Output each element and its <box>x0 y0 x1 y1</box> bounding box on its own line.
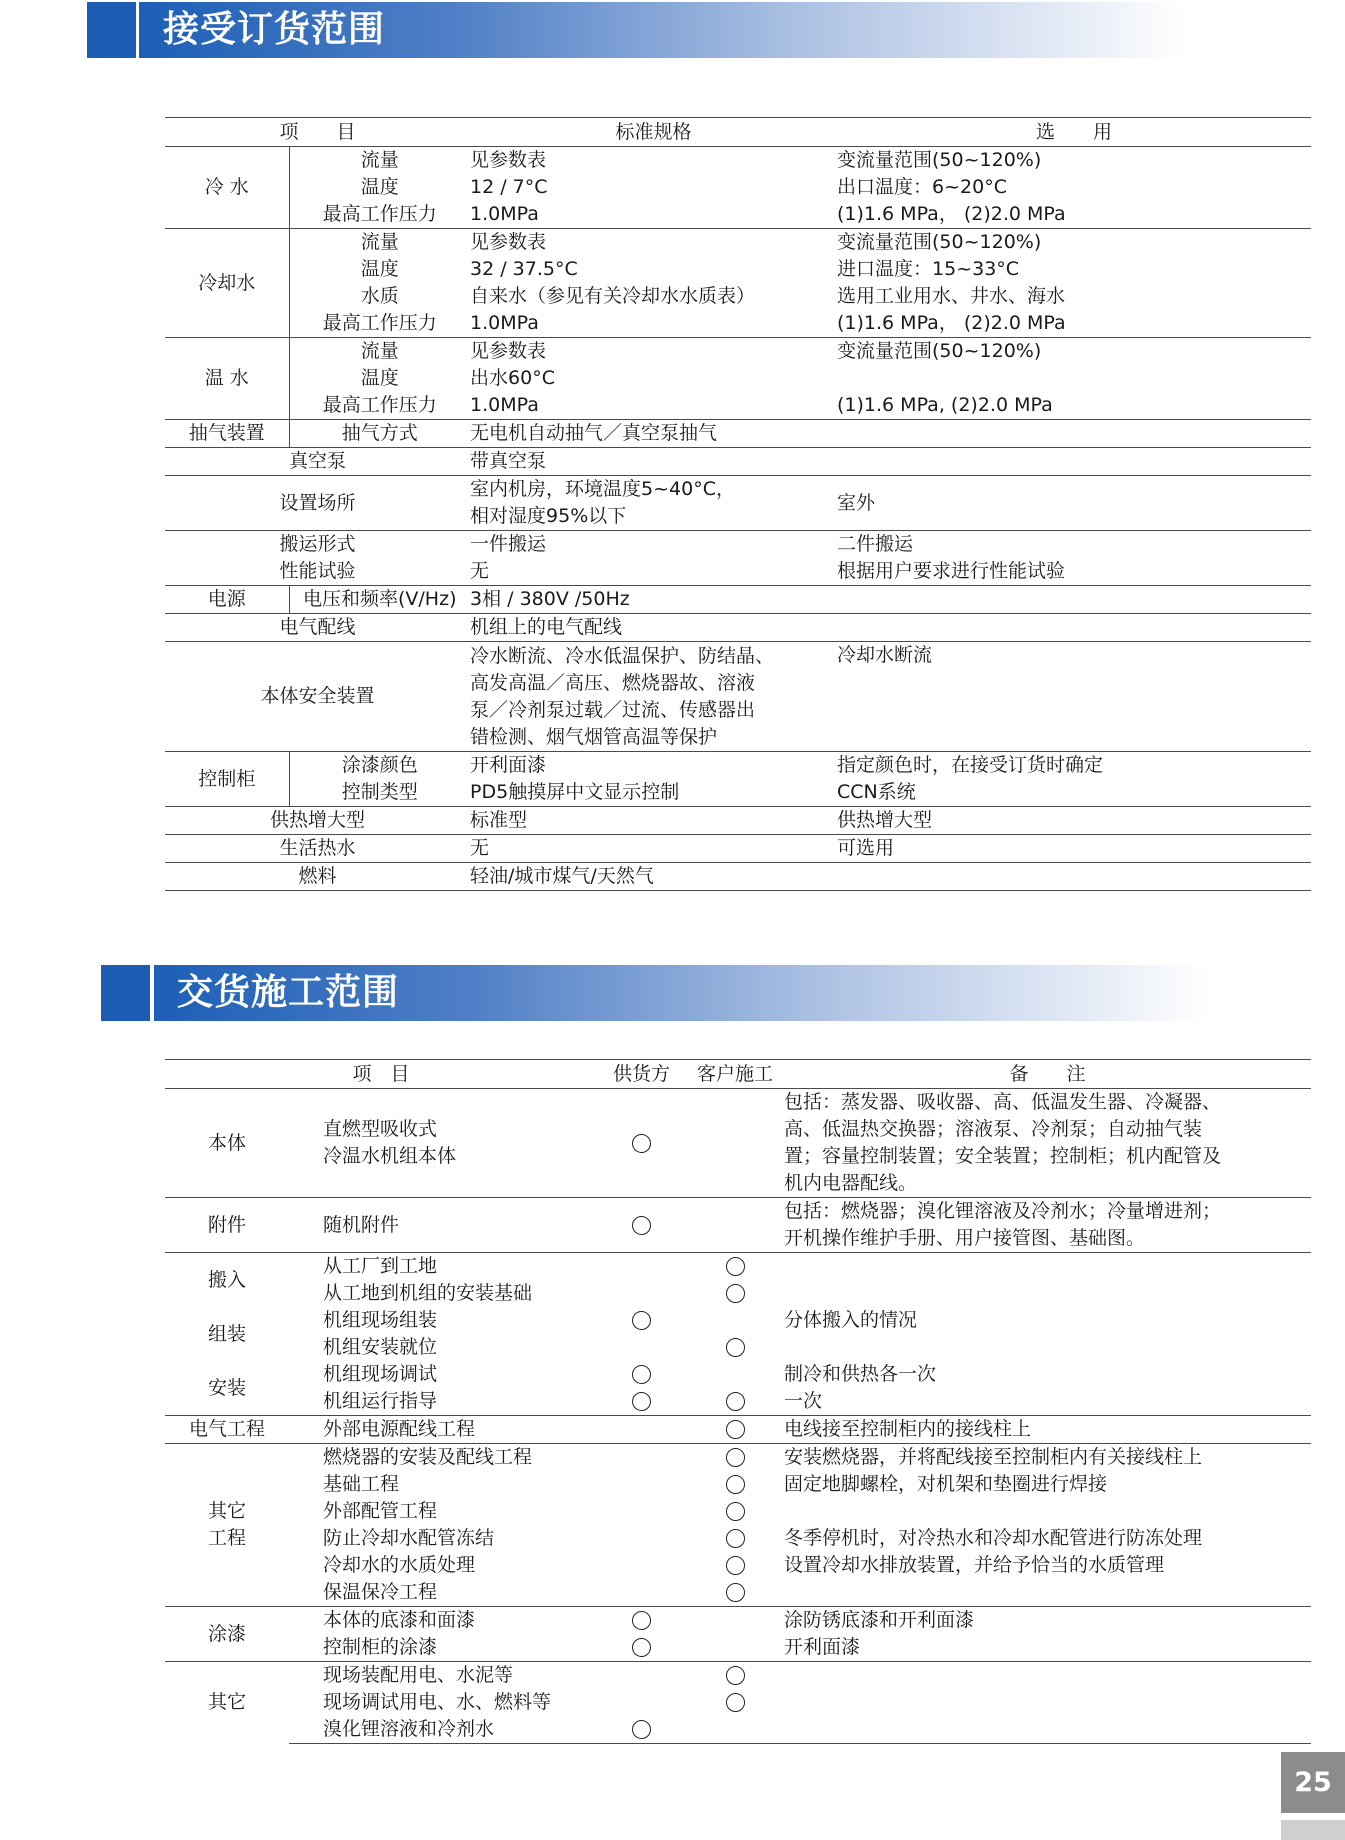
item-label: 电气配线 <box>165 614 470 642</box>
supplier-cell <box>597 1416 686 1444</box>
note-cell <box>784 1689 1311 1716</box>
table-row <box>165 448 1311 476</box>
customer-mark <box>726 1420 745 1439</box>
supplier-mark <box>632 1216 651 1235</box>
note-line: 开机操作维护手册、用户接管图、基础图。 <box>784 1227 1146 1249</box>
item-label: 燃料 <box>165 863 470 891</box>
standard-value: 无 <box>470 560 490 582</box>
item-label: 从工厂到工地 <box>289 1253 597 1281</box>
note-cell <box>784 1198 1311 1253</box>
standard-value: 无 <box>470 835 837 863</box>
note-cell: 制冷和供热各一次 <box>784 1363 937 1385</box>
supplier-mark <box>632 1720 651 1739</box>
sub-item: 最高工作压力 <box>322 312 437 334</box>
table-row <box>165 586 1311 614</box>
group-label: 涂漆 <box>165 1607 289 1662</box>
item-label: 基础工程 <box>323 1473 400 1495</box>
item-label: 本体安全装置 <box>165 642 470 752</box>
table-row <box>165 229 1311 257</box>
group-label: 温 水 <box>165 338 289 420</box>
page-number: 25 <box>1281 1752 1345 1813</box>
standard-value: 见参数表 <box>470 338 837 366</box>
table-row <box>165 476 1311 531</box>
note-cell <box>784 1280 1311 1307</box>
supplier-cell <box>597 1552 686 1579</box>
header-note: 备 注 <box>784 1060 1311 1089</box>
option-value: 室外 <box>837 476 1311 531</box>
customer-cell <box>686 1307 784 1334</box>
customer-cell <box>686 1361 784 1388</box>
order-scope-table <box>165 117 1311 891</box>
table-row <box>165 147 1311 175</box>
group-label: 其它 <box>165 1444 289 1526</box>
supplier-mark <box>632 1134 651 1153</box>
supplier-cell <box>597 1607 686 1635</box>
customer-mark <box>726 1502 745 1521</box>
customer-cell <box>686 1607 784 1635</box>
group-label: 其它 <box>165 1662 289 1744</box>
customer-cell <box>686 1198 784 1253</box>
note-line: 置；容量控制装置；安全装置；控制柜；机内配管及 <box>784 1145 1222 1167</box>
section-title: 交货施工范围 <box>177 972 400 1013</box>
table-row <box>165 1634 1311 1662</box>
customer-cell <box>686 1334 784 1361</box>
note-cell <box>784 1089 1311 1198</box>
customer-mark <box>726 1475 745 1494</box>
item-label: 外部电源配线工程 <box>289 1416 597 1444</box>
option-value: 二件搬运 <box>837 531 1311 559</box>
item-label <box>289 1089 597 1198</box>
standard-value: 轻油/城市煤气/天然气 <box>470 863 837 891</box>
item-label: 燃烧器的安装及配线工程 <box>289 1444 597 1472</box>
note-cell: 固定地脚螺栓，对机架和垫圈进行焊接 <box>784 1473 1108 1495</box>
group-label: 安装 <box>207 1376 246 1399</box>
standard-line: 错检测、烟气烟管高温等保护 <box>470 725 718 748</box>
supplier-cell <box>597 1662 686 1690</box>
group-label: 冷 水 <box>165 147 289 229</box>
note-cell: 分体搬入的情况 <box>784 1309 918 1331</box>
option-value: CCN系统 <box>837 781 916 803</box>
note-cell: 涂防锈底漆和开利面漆 <box>784 1607 1311 1635</box>
note-cell: 一次 <box>784 1390 823 1412</box>
table-row <box>165 614 1311 642</box>
item-label: 冷却水的水质处理 <box>323 1554 476 1576</box>
customer-mark <box>726 1392 745 1411</box>
note-cell: 电线接至控制柜内的接线柱上 <box>784 1416 1311 1444</box>
standard-value: 标准型 <box>470 807 837 835</box>
table-row <box>165 531 1311 559</box>
option-value: 选用工业用水、井水、海水 <box>837 285 1066 307</box>
item-label: 性能试验 <box>279 560 356 582</box>
standard-value: 见参数表 <box>470 147 837 175</box>
item-label: 机组安装就位 <box>323 1336 438 1358</box>
supplier-cell <box>597 1716 686 1744</box>
supplier-mark <box>632 1311 651 1330</box>
item-label: 溴化锂溶液和冷剂水 <box>289 1716 597 1744</box>
group-label: 冷却水 <box>165 229 289 338</box>
sub-item: 最高工作压力 <box>322 203 437 225</box>
standard-value: 3相 / 380V /50Hz <box>470 586 837 614</box>
note-cell <box>784 1253 1311 1281</box>
customer-cell <box>686 1089 784 1198</box>
item-label: 机组现场组装 <box>323 1309 438 1331</box>
standard-value: PD5触摸屏中文显示控制 <box>470 781 680 803</box>
sub-item: 流量 <box>289 147 470 175</box>
table-row <box>165 310 1311 338</box>
group-label: 附件 <box>165 1198 289 1253</box>
table-row <box>165 1253 1311 1281</box>
note-line: 包括：蒸发器、吸收器、高、低温发生器、冷凝器、 <box>784 1091 1222 1113</box>
item-label: 机组现场调试 <box>323 1363 438 1385</box>
option-value: 指定颜色时，在接受订货时确定 <box>837 752 1311 780</box>
item-line: 直燃型吸收式 <box>323 1118 438 1140</box>
supplier-mark <box>632 1365 651 1384</box>
header-standard: 标准规格 <box>470 118 837 147</box>
sub-item: 温度 <box>360 367 399 389</box>
standard-value: 见参数表 <box>470 229 837 257</box>
table-row <box>165 1280 1311 1307</box>
customer-mark <box>726 1257 745 1276</box>
customer-cell <box>686 1716 784 1744</box>
item-label: 生活热水 <box>165 835 470 863</box>
standard-value: 自来水（参见有关冷却水水质表） <box>470 285 756 307</box>
table-row <box>165 1388 1311 1416</box>
standard-value: 无电机自动抽气／真空泵抽气 <box>470 420 837 448</box>
option-value: 冷却水断流 <box>837 642 1311 752</box>
header-item: 项 目 <box>165 1060 597 1089</box>
table-row <box>165 1089 1311 1198</box>
supplier-cell <box>597 1334 686 1361</box>
note-line: 包括：燃烧器；溴化锂溶液及冷剂水；冷量增进剂； <box>784 1200 1222 1222</box>
group-label: 工程 <box>207 1527 246 1549</box>
standard-line: 高发高温／高压、燃烧器故、溶液 <box>470 671 756 694</box>
table-row <box>165 1552 1311 1579</box>
header-customer: 客户施工 <box>686 1060 784 1089</box>
supplier-mark <box>632 1611 651 1630</box>
sub-item: 流量 <box>289 338 470 366</box>
customer-cell <box>686 1498 784 1525</box>
item-label: 设置场所 <box>165 476 470 531</box>
customer-mark <box>726 1338 745 1357</box>
item-label: 真空泵 <box>165 448 470 476</box>
standard-line: 室内机房，环境温度5~40°C， <box>470 478 735 500</box>
table-header-row <box>165 118 1311 147</box>
sub-item: 流量 <box>289 229 470 257</box>
section-banner-delivery-scope <box>101 965 1211 1021</box>
customer-cell <box>686 1552 784 1579</box>
section-banner-order-scope <box>87 2 1187 58</box>
item-label: 防止冷却水配管冻结 <box>323 1527 495 1549</box>
table-row <box>165 752 1311 780</box>
group-label: 电气工程 <box>165 1416 289 1444</box>
option-value: 可选用 <box>837 835 1311 863</box>
header-item: 项 目 <box>165 118 470 147</box>
customer-cell <box>686 1634 784 1662</box>
note-cell <box>784 1716 1311 1744</box>
banner-accent-block <box>101 965 150 1021</box>
customer-cell <box>686 1579 784 1607</box>
supplier-cell <box>597 1307 686 1334</box>
group-label: 抽气装置 <box>165 420 289 448</box>
option-value: (1)1.6 MPa, (2)2.0 MPa <box>837 394 1053 416</box>
table-row <box>165 558 1311 586</box>
note-cell <box>784 1498 1311 1525</box>
supplier-cell <box>597 1498 686 1525</box>
item-label: 保温保冷工程 <box>323 1581 438 1603</box>
item-label: 供热增大型 <box>165 807 470 835</box>
option-value: 供热增大型 <box>837 807 1311 835</box>
note-line: 机内电器配线。 <box>784 1172 918 1194</box>
table-row <box>165 863 1311 891</box>
supplier-cell <box>597 1525 686 1552</box>
note-cell <box>784 1579 1311 1607</box>
supplier-cell <box>597 1361 686 1388</box>
standard-value <box>470 476 837 531</box>
sub-item: 涂漆颜色 <box>289 752 470 780</box>
option-value: 变流量范围(50~120%) <box>837 229 1311 257</box>
customer-cell <box>686 1689 784 1716</box>
option-value: (1)1.6 MPa， (2)2.0 MPa <box>837 203 1066 225</box>
delivery-scope-table <box>165 1059 1311 1744</box>
customer-mark <box>726 1448 745 1467</box>
standard-value: 1.0MPa <box>470 394 539 416</box>
option-value <box>837 614 1311 642</box>
table-row <box>165 807 1311 835</box>
supplier-cell <box>597 1198 686 1253</box>
item-label: 本体的底漆和面漆 <box>289 1607 597 1635</box>
standard-line: 相对湿度95%以下 <box>470 505 627 527</box>
table-row <box>165 1579 1311 1607</box>
customer-cell <box>686 1280 784 1307</box>
option-value: (1)1.6 MPa， (2)2.0 MPa <box>837 312 1066 334</box>
group-label: 控制柜 <box>165 752 289 807</box>
table-row <box>165 1444 1311 1472</box>
standard-value <box>470 642 837 752</box>
note-cell: 冬季停机时，对冷热水和冷却水配管进行防冻处理 <box>784 1527 1203 1549</box>
table-row <box>165 256 1311 283</box>
group-label: 电源 <box>165 586 289 614</box>
standard-value: 开利面漆 <box>470 752 837 780</box>
supplier-cell <box>597 1280 686 1307</box>
item-label: 随机附件 <box>289 1198 597 1253</box>
supplier-cell <box>597 1089 686 1198</box>
table-row <box>165 1689 1311 1716</box>
option-value <box>837 586 1311 614</box>
option-value <box>837 863 1311 891</box>
supplier-cell <box>597 1471 686 1498</box>
customer-cell <box>686 1416 784 1444</box>
customer-mark <box>726 1529 745 1548</box>
customer-mark <box>726 1556 745 1575</box>
option-value: 出口温度：6~20°C <box>837 176 1007 198</box>
option-value: 根据用户要求进行性能试验 <box>837 560 1066 582</box>
customer-cell <box>686 1388 784 1416</box>
table-row <box>165 1198 1311 1253</box>
section-title: 接受订货范围 <box>163 9 386 50</box>
standard-line: 冷水断流、冷水低温保护、防结晶、 <box>470 644 775 667</box>
table-row <box>165 201 1311 229</box>
note-cell: 安装燃烧器，并将配线接至控制柜内有关接线柱上 <box>784 1444 1311 1472</box>
table-row <box>165 1525 1311 1552</box>
sub-item: 电压和频率(V/Hz) <box>289 586 470 614</box>
note-cell: 开利面漆 <box>784 1636 861 1658</box>
table-row <box>165 1662 1311 1690</box>
table-row <box>165 283 1311 310</box>
table-row <box>165 1334 1311 1361</box>
item-label: 从工地到机组的安装基础 <box>323 1282 533 1304</box>
table-row <box>165 1471 1311 1498</box>
group-label: 本体 <box>165 1089 289 1198</box>
standard-value: 带真空泵 <box>470 448 837 476</box>
item-label: 现场调试用电、水、燃料等 <box>323 1691 552 1713</box>
table-row <box>165 392 1311 420</box>
supplier-cell <box>597 1689 686 1716</box>
page-number-strip <box>1281 1820 1345 1840</box>
supplier-cell <box>597 1634 686 1662</box>
group-label: 组装 <box>207 1322 246 1345</box>
standard-line: 泵／冷剂泵过载／过流、传感器出 <box>470 698 756 721</box>
supplier-mark <box>632 1392 651 1411</box>
table-row <box>165 1361 1311 1388</box>
customer-cell <box>686 1471 784 1498</box>
table-row <box>165 642 1311 752</box>
option-value <box>837 365 1311 392</box>
customer-cell <box>686 1525 784 1552</box>
table-row <box>165 365 1311 392</box>
item-label: 现场装配用电、水泥等 <box>289 1662 597 1690</box>
customer-mark <box>726 1666 745 1685</box>
customer-cell <box>686 1444 784 1472</box>
table-row <box>165 174 1311 201</box>
supplier-cell <box>597 1388 686 1416</box>
option-value: 进口温度：15~33°C <box>837 258 1020 280</box>
standard-value: 32 / 37.5°C <box>470 258 578 280</box>
table-row <box>165 835 1311 863</box>
header-option: 选 用 <box>837 118 1311 147</box>
customer-cell <box>686 1253 784 1281</box>
standard-value: 一件搬运 <box>470 531 837 559</box>
table-row <box>165 420 1311 448</box>
supplier-mark <box>632 1638 651 1657</box>
table-row <box>165 1607 1311 1635</box>
option-value <box>837 420 1311 448</box>
note-cell: 设置冷却水排放装置，并给予恰当的水质管理 <box>784 1554 1165 1576</box>
supplier-cell <box>597 1579 686 1607</box>
option-value <box>837 448 1311 476</box>
item-label: 外部配管工程 <box>323 1500 438 1522</box>
header-supplier: 供货方 <box>597 1060 686 1089</box>
item-label: 搬运形式 <box>165 531 470 559</box>
option-value: 变流量范围(50~120%) <box>837 147 1311 175</box>
option-value: 变流量范围(50~120%) <box>837 338 1311 366</box>
item-label: 控制柜的涂漆 <box>323 1636 438 1658</box>
sub-item: 最高工作压力 <box>322 394 437 416</box>
customer-mark <box>726 1583 745 1602</box>
table-row <box>165 1416 1311 1444</box>
sub-item: 控制类型 <box>341 781 418 803</box>
standard-value: 1.0MPa <box>470 203 539 225</box>
standard-value: 机组上的电气配线 <box>470 614 837 642</box>
sub-item: 抽气方式 <box>289 420 470 448</box>
customer-mark <box>726 1693 745 1712</box>
table-row <box>165 1307 1311 1334</box>
table-row <box>165 779 1311 807</box>
customer-mark <box>726 1284 745 1303</box>
table-header-row <box>165 1060 1311 1089</box>
note-cell <box>784 1662 1311 1690</box>
table-row <box>165 1716 1311 1744</box>
item-line: 冷温水机组本体 <box>323 1145 457 1167</box>
customer-cell <box>686 1662 784 1690</box>
standard-value: 出水60°C <box>470 367 555 389</box>
group-label: 搬入 <box>165 1253 289 1308</box>
table-row <box>165 338 1311 366</box>
sub-item: 温度 <box>360 258 399 280</box>
table-row <box>165 1498 1311 1525</box>
banner-accent-block <box>87 2 136 58</box>
standard-value: 1.0MPa <box>470 312 539 334</box>
sub-item: 水质 <box>360 285 399 307</box>
standard-value: 12 / 7°C <box>470 176 548 198</box>
note-line: 高、低温热交换器；溶液泵、冷剂泵；自动抽气装 <box>784 1118 1203 1140</box>
supplier-cell <box>597 1253 686 1281</box>
item-label: 机组运行指导 <box>323 1390 438 1412</box>
note-cell <box>784 1334 1311 1361</box>
sub-item: 温度 <box>360 176 399 198</box>
supplier-cell <box>597 1444 686 1472</box>
